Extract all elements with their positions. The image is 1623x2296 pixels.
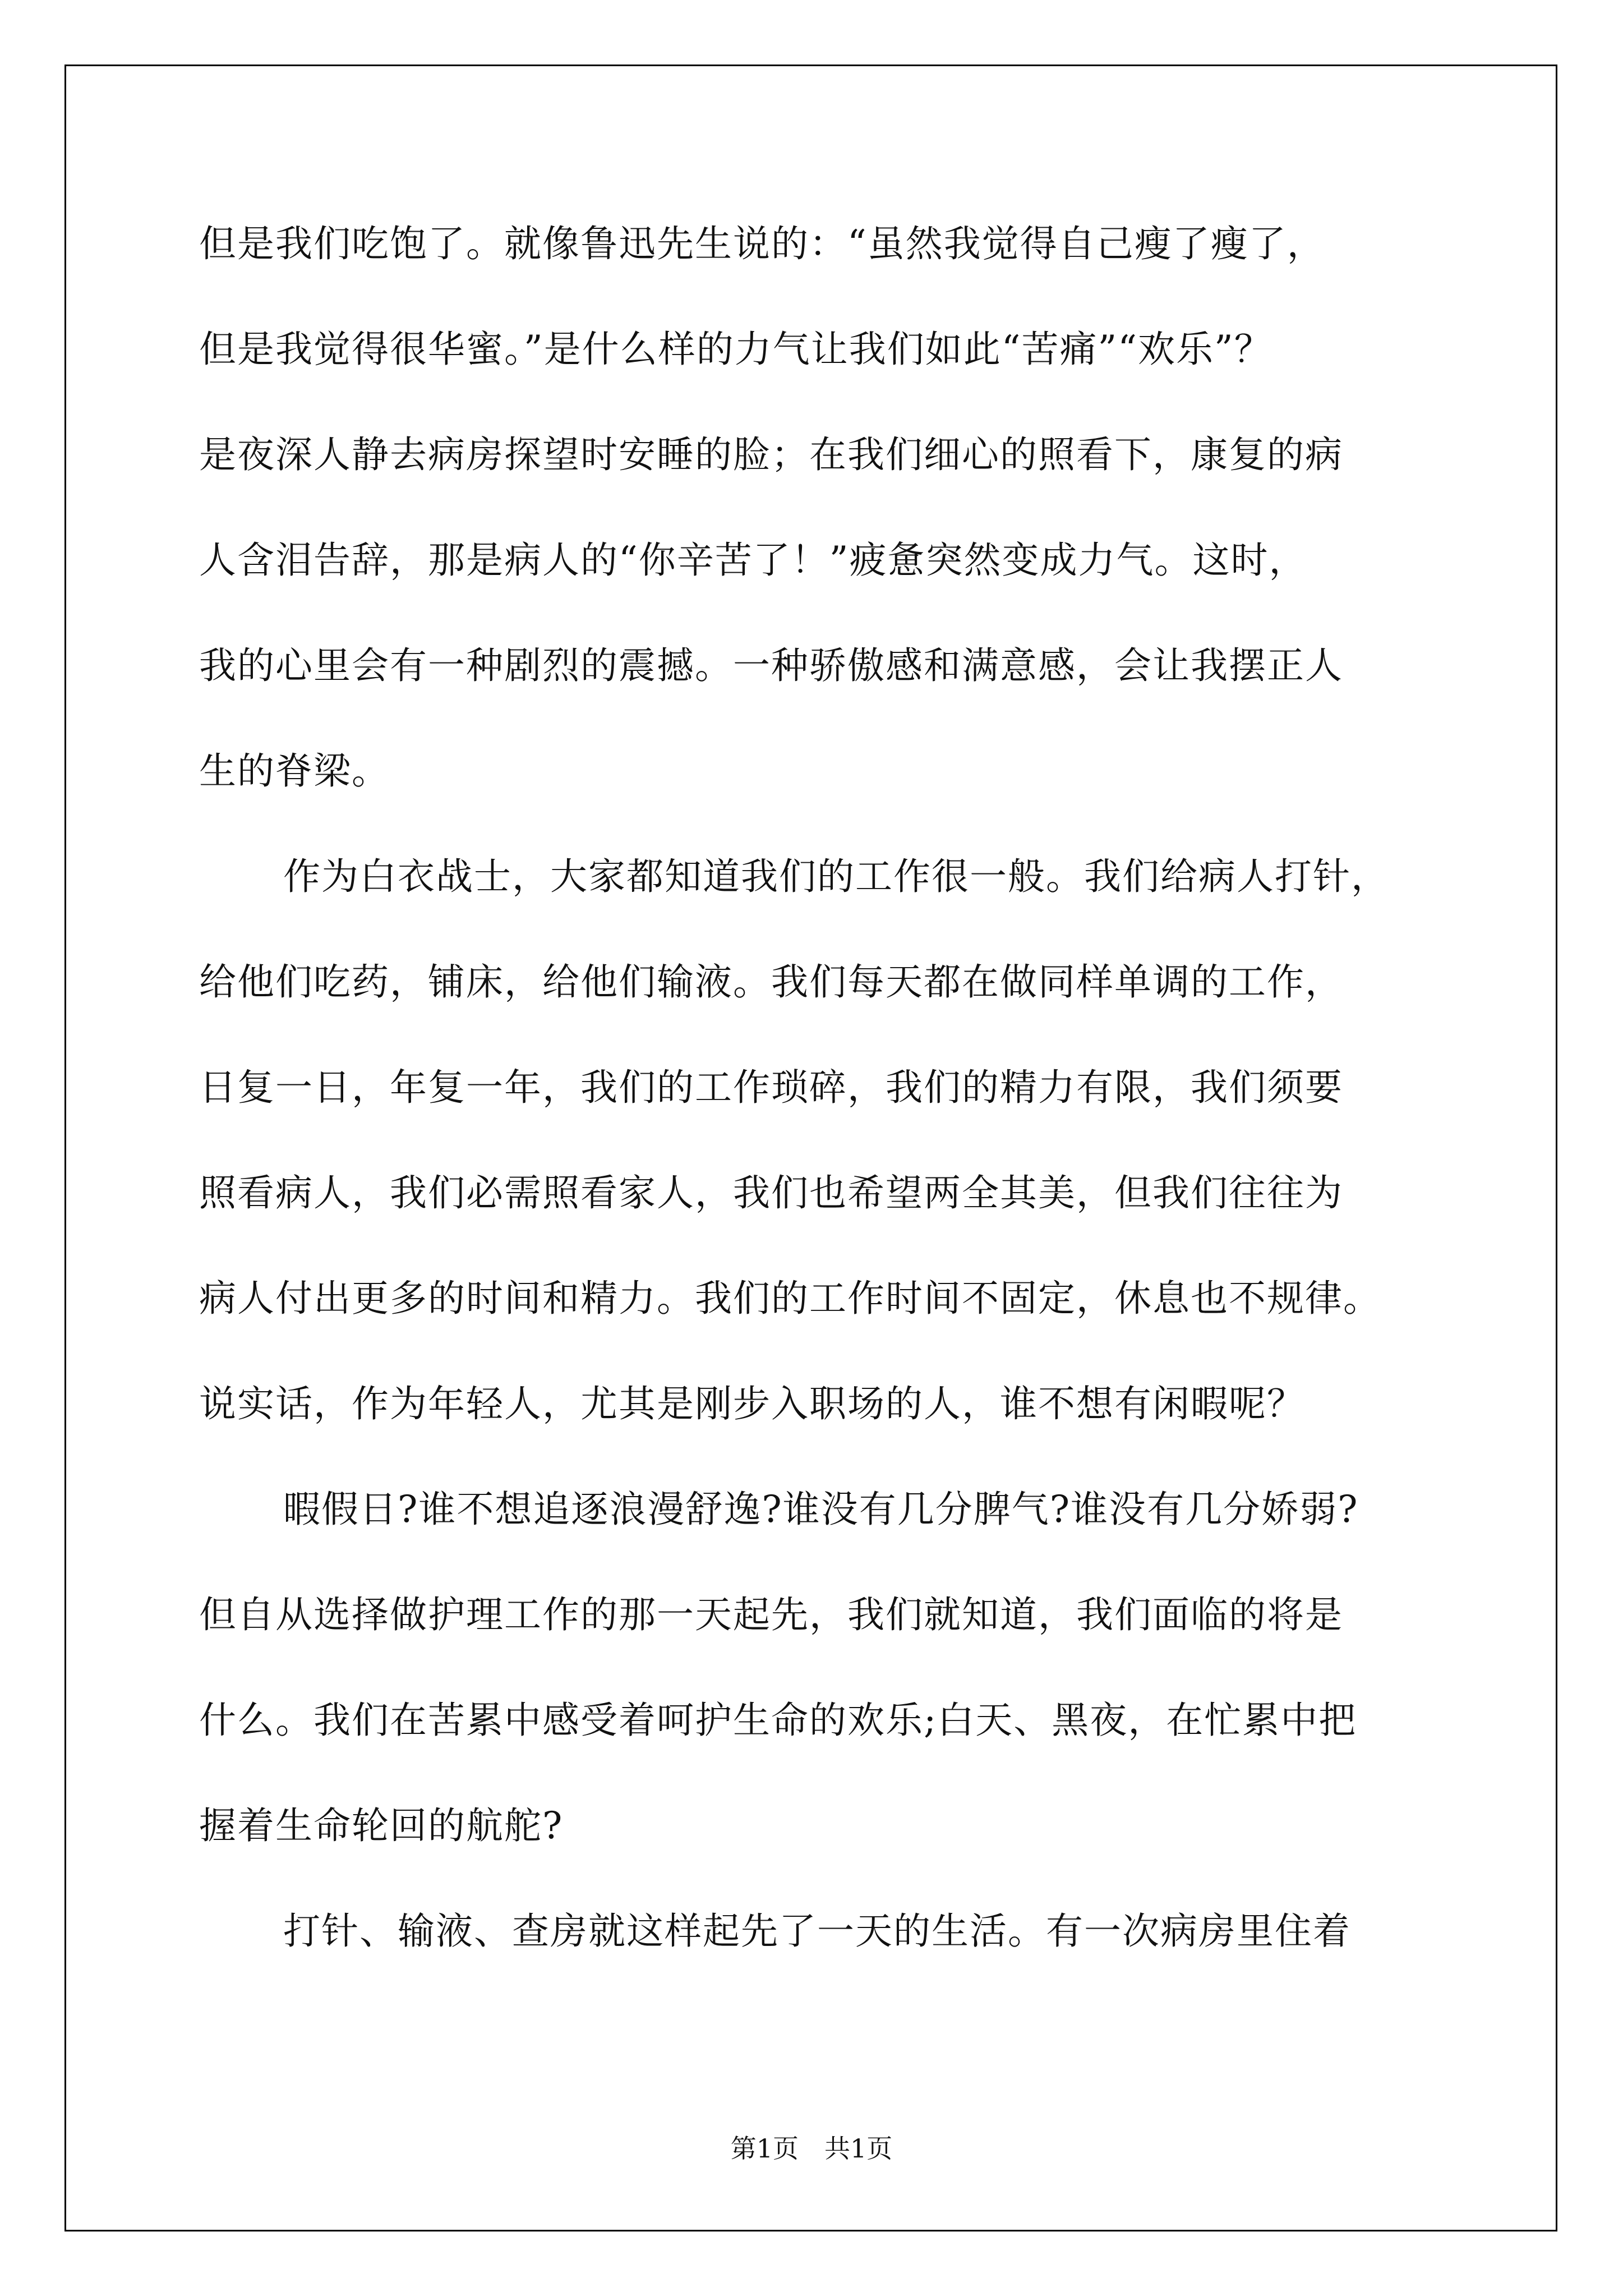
text-line: 照看病人，我们必需照看家人，我们也希望两全其美，但我们往往为 [199,1171,1343,1214]
text-line: 给他们吃药，铺床，给他们输液。我们每天都在做同样单调的工作， [199,960,1343,1004]
text-line: 是夜深人静去病房探望时安睡的脸；在我们细心的照看下，康复的病 [199,433,1343,476]
text-line: 说实话，作为年轻人，尤其是刚步入职场的人，谁不想有闲暇呢？ [199,1382,1305,1425]
text-line: 握着生命轮回的航舵? [199,1804,564,1847]
paragraph-start-line: 作为白衣战士，大家都知道我们的工作很一般。我们给病人打针， [283,855,1389,898]
page-number-text: 第1页 共1页 [730,2133,893,2164]
text-line: 但是我们吃饱了。就像鲁迅先生说的：“虽然我觉得自己瘦了瘦了， [199,222,1325,265]
paragraph-start-line: 暇假日?谁不想追逐浪漫舒逸?谁没有几分脾气?谁没有几分娇弱? [283,1488,1359,1531]
page-footer [0,2132,1623,2165]
text-line: 我的心里会有一种剧烈的震撼。一种骄傲感和满意感，会让我摆正人 [199,644,1343,687]
text-line: 生的脊梁。 [199,749,390,793]
document-body [199,210,1444,2003]
paragraph-start-line: 打针、输液、查房就这样起先了一天的生活。有一次病房里住着 [283,1910,1351,1953]
text-line: 病人付出更多的时间和精力。我们的工作时间不固定，休息也不规律。 [199,1277,1381,1320]
text-line: 人含泪告辞，那是病人的“你辛苦了！”疲惫突然变成力气。这时， [199,539,1307,582]
text-line: 但是我觉得很华蜜。”是什么样的力气让我们如此“苦痛”“欢乐”？ [199,328,1272,371]
text-line: 日复一日，年复一年，我们的工作琐碎，我们的精力有限，我们须要 [199,1066,1343,1109]
text-line: 但自从选择做护理工作的那一天起先，我们就知道，我们面临的将是 [199,1593,1343,1636]
text-line: 什么。我们在苦累中感受着呵护生命的欢乐;白天、黑夜，在忙累中把 [199,1699,1357,1742]
